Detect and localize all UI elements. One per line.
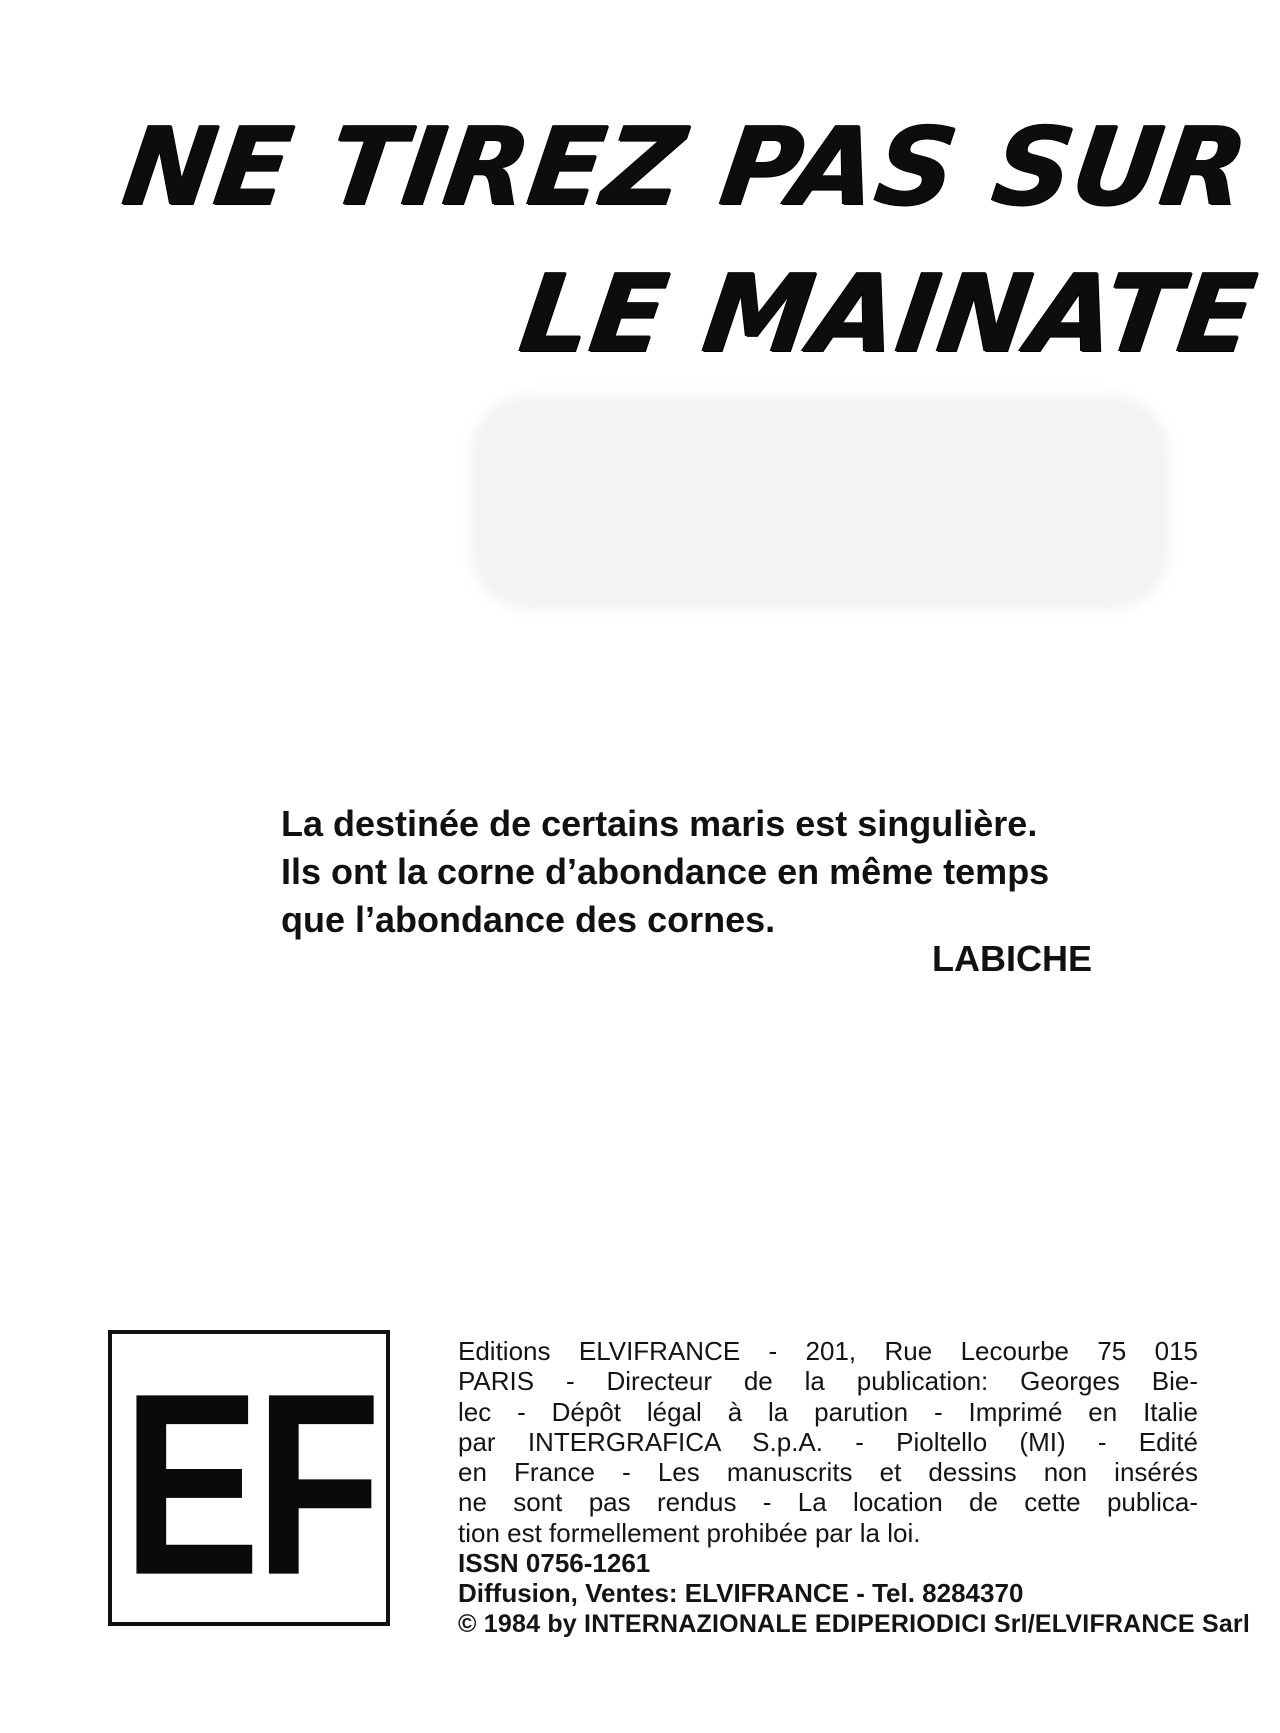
quote-author: LABICHE: [932, 938, 1092, 979]
colophon: [458, 1336, 1251, 1639]
quote-line-2: Ils ont la corne d’abondance en même temps: [281, 851, 1050, 892]
colophon-line-2: PARIS - Directeur de la publication: Georges Bie-: [458, 1366, 1198, 1397]
colophon-line-7: tion est formellement prohibée par la loi.: [458, 1517, 921, 1548]
issn: ISSN 0756-1261: [458, 1548, 651, 1579]
epigraph-quote: [281, 800, 1191, 944]
publisher-logo: [108, 1330, 390, 1629]
quote-line-1: La destinée de certains maris est singulière.: [281, 803, 1038, 844]
diffusion-line: Diffusion, Ventes: ELVIFRANCE - Tel. 8284370: [458, 1578, 1024, 1609]
title-line-1: NE TIREZ PAS SUR: [116, 105, 1256, 230]
faded-smudge: [470, 395, 1170, 610]
colophon-line-6: ne sont pas rendus - La location de cette publica-: [458, 1487, 1198, 1518]
colophon-line-1: Editions ELVIFRANCE - 201, Rue Lecourbe 75 015: [458, 1336, 1198, 1366]
quote-line-3: que l’abondance des cornes.: [281, 899, 776, 940]
copyright-line: © 1984 by INTERNAZIONALE EDIPERIODICI Srl/ELVIFRANCE Sarl: [458, 1609, 1251, 1638]
colophon-line-5: en France - Les manuscrits et dessins non insérés: [458, 1457, 1198, 1488]
publisher-logo-text: EF: [122, 1339, 376, 1629]
colophon-line-4: par INTERGRAFICA S.p.A. - Pioltello (MI) - Edité: [458, 1426, 1198, 1457]
colophon-line-3: lec - Dépôt légal à la parution - Imprimé en Italie: [458, 1396, 1198, 1427]
title-line-2: LE MAINATE: [513, 252, 1264, 377]
